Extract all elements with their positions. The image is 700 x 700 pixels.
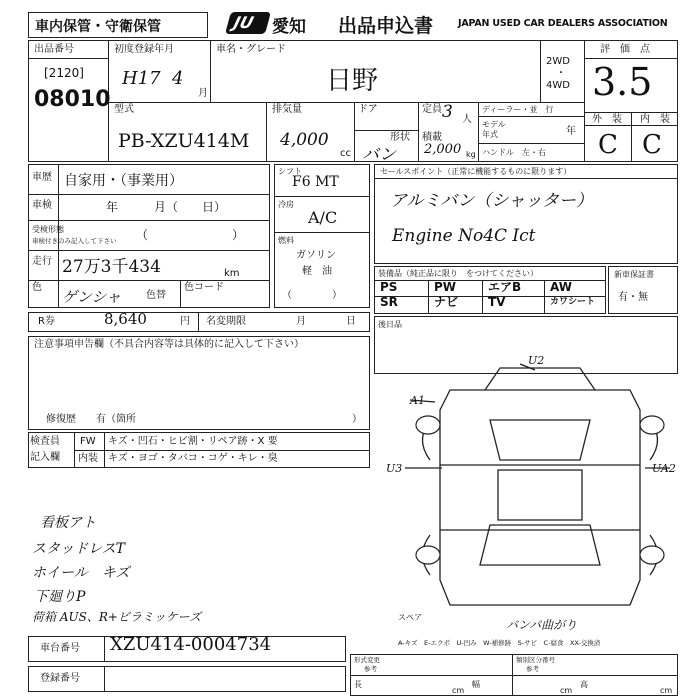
chassis-label: 車台番号 <box>40 643 80 654</box>
recycle-day: 日 <box>346 316 356 327</box>
after-label: 後日品 <box>378 320 402 329</box>
ac-label: 冷房 <box>278 200 294 209</box>
ext-grade: C <box>598 130 618 160</box>
new-warranty-label: 新車保証書 <box>614 270 654 279</box>
ext-label: 外 装 <box>592 114 622 125</box>
warranty-label: 受検形態 <box>32 225 64 234</box>
int-items: キズ・ヨゴ・タバコ・コゲ・キレ・臭 <box>108 453 278 464</box>
fuel-label: 燃料 <box>278 236 294 245</box>
disp-value: 4,000 <box>280 130 329 150</box>
assoc-name: JAPAN USED CAR DEALERS ASSOCIATION <box>458 18 668 29</box>
first-reg-value: H17 <box>122 68 161 89</box>
shaken-label: 車検 <box>32 200 52 211</box>
diagram-note: バンパ曲がり <box>506 618 578 632</box>
recycle-month: 月 <box>296 316 306 327</box>
equipment-item: AW <box>550 280 572 294</box>
load-value: 2,000 <box>424 142 462 157</box>
fuel-value2: 軽 油 <box>302 266 332 277</box>
month-unit: 月 <box>198 88 208 99</box>
int-grade: C <box>642 130 662 160</box>
width-label: 幅 <box>472 680 480 689</box>
first-reg-label: 初度登録年月 <box>114 44 174 55</box>
sales-line1: アルミバン（シャッター） <box>390 191 593 211</box>
doc-title: 出品申込書 <box>338 15 434 37</box>
chassis-value: XZU414-0004734 <box>110 634 272 655</box>
equipment-label: 装備品（純正品に限り をつけてください） <box>378 269 538 278</box>
cap-unit: 人 <box>462 114 472 125</box>
dealer-label: ディーラー・並 行 <box>482 105 554 114</box>
length-label: 長 <box>354 680 362 689</box>
height-label: 高 <box>580 680 588 689</box>
storage-note-box <box>28 12 208 38</box>
sales-line2: Engine No4C Ict <box>392 226 536 246</box>
recycle-value: 8,640 <box>104 310 147 328</box>
mileage-unit: km <box>224 268 240 279</box>
remark-1: 看板アト <box>40 515 96 531</box>
fw-items: キズ・凹石・ヒビ割・リペア跡・X 要 <box>108 436 278 447</box>
name-change-label: 名変期限 <box>206 316 246 327</box>
disp-unit: cc <box>340 148 351 159</box>
notes-label: 注意事項申告欄（不具合内容等は具体的に記入して下さい） <box>34 339 304 350</box>
equipment-item: PS <box>380 280 398 294</box>
repair-label: 修復歴 有（箇所 <box>46 414 136 425</box>
color-label: 色 <box>32 282 42 293</box>
model-year-label2: 年式 <box>482 130 498 139</box>
history-value: 自家用・（事業用） <box>64 173 183 189</box>
remark-3: ホイール キズ <box>32 565 130 581</box>
fuel-value: ガソリン <box>296 250 336 261</box>
score-value: 3.5 <box>592 60 653 104</box>
ref-label: 参考 <box>364 665 377 673</box>
model-year-label1: モデル <box>482 120 506 129</box>
length-unit: cm <box>452 686 465 695</box>
fw-label: FW <box>80 436 96 447</box>
model-value: PB-XZU414M <box>118 130 250 152</box>
lot-number: 08010 <box>34 87 111 112</box>
repair-close: ） <box>352 414 362 425</box>
logo-text: JU <box>231 13 256 32</box>
equipment-item: エアB <box>488 280 522 294</box>
remark-2: スタッドレスT <box>32 541 125 557</box>
disp-label: 排気量 <box>272 104 302 115</box>
sales-label: セールスポイント（正常に機能するものに限ります） <box>380 167 572 176</box>
height-unit: cm <box>660 686 673 695</box>
mark-u3: U3 <box>386 462 403 475</box>
sales-box <box>374 164 678 264</box>
remark-5: 荷箱 AUS、R+ビラミッケーズ <box>32 610 202 624</box>
mark-a1: A1 <box>410 394 425 407</box>
ref-label-2: 参考 <box>526 665 539 673</box>
equipment-item: ナビ <box>434 295 459 309</box>
equipment-item: SR <box>380 295 398 309</box>
reg-label: 登録番号 <box>40 673 80 684</box>
cap-value: 3 <box>442 102 453 122</box>
load-unit: kg <box>466 150 476 159</box>
shape-value: バン <box>362 145 396 165</box>
shade-label: 色替 <box>146 290 166 301</box>
handle-label: ハンドル 左・右 <box>482 148 546 157</box>
mileage-label: 走行 <box>32 256 52 267</box>
drive-2wd: 2WD <box>546 56 570 67</box>
recycle-box <box>28 312 370 332</box>
new-warranty-value: 有・無 <box>618 292 648 303</box>
history-label: 車歴 <box>32 172 52 183</box>
history-paren: （ ） <box>136 228 245 242</box>
cap-label: 定員 <box>422 104 442 115</box>
car-diagram <box>390 350 690 635</box>
lot-sub: [2120] <box>44 66 84 80</box>
shift-value: F6 MT <box>292 174 339 190</box>
load-label: 積載 <box>422 132 442 143</box>
shift-label: シフト <box>278 167 302 176</box>
door-label: ドア <box>358 104 378 115</box>
drive-4wd: 4WD <box>546 80 570 91</box>
storage-note: 車内保管・守衛保管 <box>35 19 161 35</box>
org-name: 愛知 <box>272 17 306 37</box>
drive-dot: ・ <box>556 68 566 79</box>
int-label: 内 装 <box>640 114 670 125</box>
color-value: ゲンシャ <box>62 288 122 306</box>
width-unit: cm <box>560 686 573 695</box>
class-label: 類別区分番号 <box>516 656 555 664</box>
shaken-value: 年 月（ 日） <box>106 200 227 214</box>
first-reg-month: 4 <box>172 68 184 89</box>
equipment-item: PW <box>434 280 457 294</box>
score-label: 評 価 点 <box>600 44 650 55</box>
int-label-insp: 内装 <box>78 453 98 464</box>
warranty-sub: 車検付きのみ記入して下さい <box>32 237 117 245</box>
equipment-item: TV <box>488 295 506 309</box>
model-label: 型式 <box>114 104 134 115</box>
ac-value: A/C <box>308 208 338 227</box>
shape-label: 形状 <box>390 132 410 143</box>
year-unit: 年 <box>566 126 576 137</box>
mark-u2: U2 <box>528 354 545 367</box>
recycle-label: R券 <box>38 316 55 327</box>
equipment-item: カワシート <box>550 297 596 307</box>
spare-label: スペア <box>398 613 422 622</box>
damage-legend: A-キズ E-エクボ U-凹み W-補修跡 S-サビ C-腐食 XX-交換済 <box>398 639 601 647</box>
color-code-label: 色コード <box>184 282 224 293</box>
trans-paren: （ ） <box>282 290 342 301</box>
shape-change-label: 形式変更 <box>354 656 380 664</box>
mark-ua2: UA2 <box>652 462 676 475</box>
recycle-unit: 円 <box>180 316 190 327</box>
inspection-label2: 記入欄 <box>30 452 60 463</box>
inspection-label1: 検査員 <box>30 436 60 447</box>
car-name: 日野 <box>326 66 379 96</box>
name-label: 車名・グレード <box>216 44 286 55</box>
mileage-value: 27万3千434 <box>62 257 161 277</box>
remark-4: 下廻りP <box>34 589 86 605</box>
lot-label: 出品番号 <box>34 44 74 55</box>
ju-logo <box>225 12 271 34</box>
